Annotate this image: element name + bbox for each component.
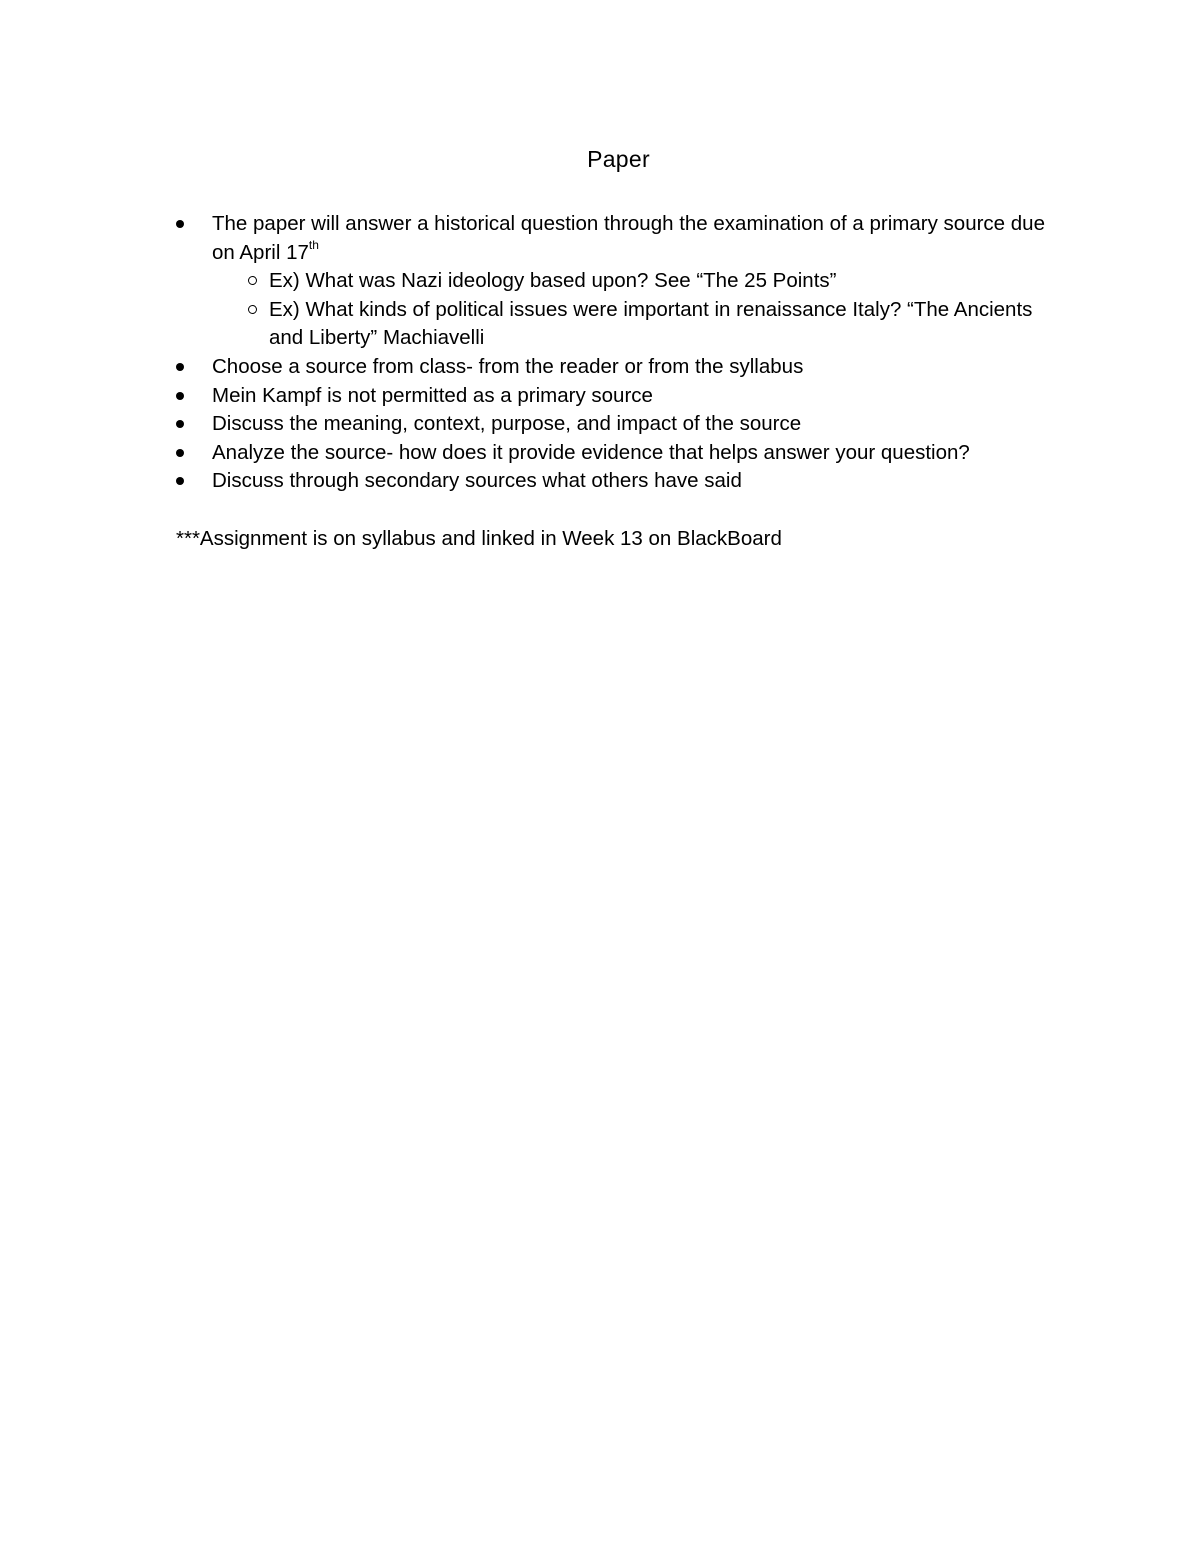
sub-list-item-nazi-example (176, 267, 1066, 296)
list-item-text: Discuss the meaning, context, purpose, and impact of the source (212, 412, 802, 436)
list-item-text: Mein Kampf is not permitted as a primary source (212, 383, 653, 407)
bullet-icon (176, 477, 184, 485)
hollow-bullet-icon (248, 276, 257, 285)
bullet-icon (176, 363, 184, 371)
list-item-text: Analyze the source- how does it provide evidence that helps answer your question? (212, 440, 970, 464)
page-title: Paper (587, 146, 650, 172)
list-item-text: Choose a source from class- from the reader or from the syllabus (212, 354, 804, 378)
sub-list-item-text: Ex) What was Nazi ideology based upon? See “The 25 Points” (269, 269, 837, 293)
list-item-mein-kampf (176, 382, 1066, 411)
list-item-text: The paper will answer a historical question through the examination of a primary source due on April 17 (212, 212, 1045, 264)
sub-list-item-renaissance-example (176, 296, 1066, 353)
list-item-analyze-source (176, 439, 1066, 468)
bullet-icon (176, 420, 184, 428)
bullet-icon (176, 220, 184, 228)
list-item-choose-source (176, 353, 1066, 382)
list-item-text: Discuss through secondary sources what others have said (212, 469, 742, 493)
hollow-bullet-icon (248, 305, 257, 314)
list-item-discuss-meaning (176, 410, 1066, 439)
bullet-icon (176, 392, 184, 400)
bullet-icon (176, 449, 184, 457)
list-item-paper-description (176, 210, 1066, 267)
list-item-secondary-sources (176, 467, 1066, 496)
document-body (176, 210, 1066, 554)
assignment-note: ***Assignment is on syllabus and linked in Week 13 on BlackBoard (176, 526, 782, 550)
ordinal-suffix: th (308, 237, 319, 252)
sub-list-item-text: Ex) What kinds of political issues were important in renaissance Italy? “The Ancients and Liberty” Machiavelli (269, 297, 1033, 350)
